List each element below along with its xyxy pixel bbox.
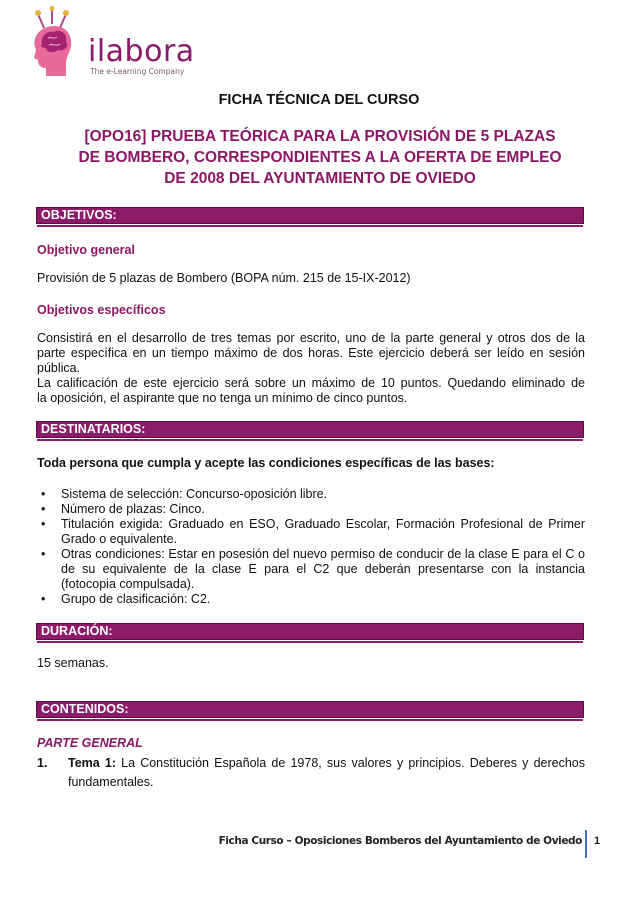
logo-tagline: The e-Learning Company (90, 67, 185, 76)
list-item: • Otras condiciones: Estar en posesión del nuevo permiso de conducir de la clase E para el C o de su equivalente de la clase E para el C2 que deberán presentarse con la instancia (fotocopia compulsada). (37, 547, 585, 592)
list-item: • Titulación exigida: Graduado en ESO, Graduado Escolar, Formación Profesional de Primer Grado o equivalente. (37, 517, 585, 547)
page-number: 1 (594, 835, 601, 847)
list-item: • Número de plazas: Cinco. (37, 502, 585, 517)
footer-text: Ficha Curso – Oposiciones Bomberos del Ayuntamiento de Oviedo (218, 835, 582, 847)
destinatarios-list (37, 487, 585, 607)
course-title (34, 126, 606, 189)
page-footer (0, 825, 638, 865)
paragraph-line: pública. (37, 361, 81, 375)
list-item: • Sistema de selección: Concurso-oposición libre. (37, 487, 585, 502)
paragraph-line: la oposición, el aspirante que no tenga un mínimo de cinco puntos. (37, 391, 408, 405)
objetivo-general-label: Objetivo general (37, 243, 135, 257)
course-title-line: [OPO16] PRUEBA TEÓRICA PARA LA PROVISIÓN DE 5 PLAZAS (84, 128, 556, 145)
tema-body (68, 754, 585, 792)
paragraph-line: Consistirá en el desarrollo de tres temas por escrito, uno de la parte general y otros dos de la (37, 331, 585, 345)
tema-number: 1. (37, 756, 48, 770)
section-header-destinatarios: DESTINATARIOS: (36, 421, 584, 438)
objetivos-especificos-text (37, 331, 585, 406)
paragraph-line: La calificación de este ejercicio será sobre un máximo de 10 puntos. Quedando eliminado de (37, 376, 585, 390)
section-header-objetivos: OBJETIVOS: (36, 207, 584, 224)
duracion-text: 15 semanas. (37, 656, 109, 670)
destinatarios-intro: Toda persona que cumpla y acepte las condiciones específicas de las bases: (37, 456, 495, 470)
ilabora-logo (22, 6, 195, 78)
logo-brand-text: ilabora (88, 34, 195, 69)
footer-divider (585, 830, 587, 858)
paragraph-line: parte específica en un tiempo máximo de dos horas. Este ejercicio deberá ser leído en sesión (37, 346, 585, 360)
brain-head-icon (22, 6, 84, 78)
tema-label: Tema 1: (68, 756, 116, 770)
course-title-line: DE 2008 DEL AYUNTAMIENTO DE OVIEDO (164, 170, 476, 187)
objetivo-general-text: Provisión de 5 plazas de Bombero (BOPA núm. 215 de 15-IX-2012) (37, 271, 411, 285)
section-header-contenidos: CONTENIDOS: (36, 701, 584, 718)
list-item: • Grupo de clasificación: C2. (37, 592, 585, 607)
section-header-duracion: DURACIÓN: (36, 623, 584, 640)
objetivos-especificos-label: Objetivos específicos (37, 303, 166, 317)
course-title-line: DE BOMBERO, CORRESPONDIENTES A LA OFERTA DE EMPLEO (78, 149, 562, 166)
document-title: FICHA TÉCNICA DEL CURSO (218, 92, 420, 108)
tema-text: La Constitución Española de 1978, sus valores y principios. Deberes y derechos fundamentales. (68, 756, 585, 789)
parte-general-heading: PARTE GENERAL (37, 736, 143, 750)
